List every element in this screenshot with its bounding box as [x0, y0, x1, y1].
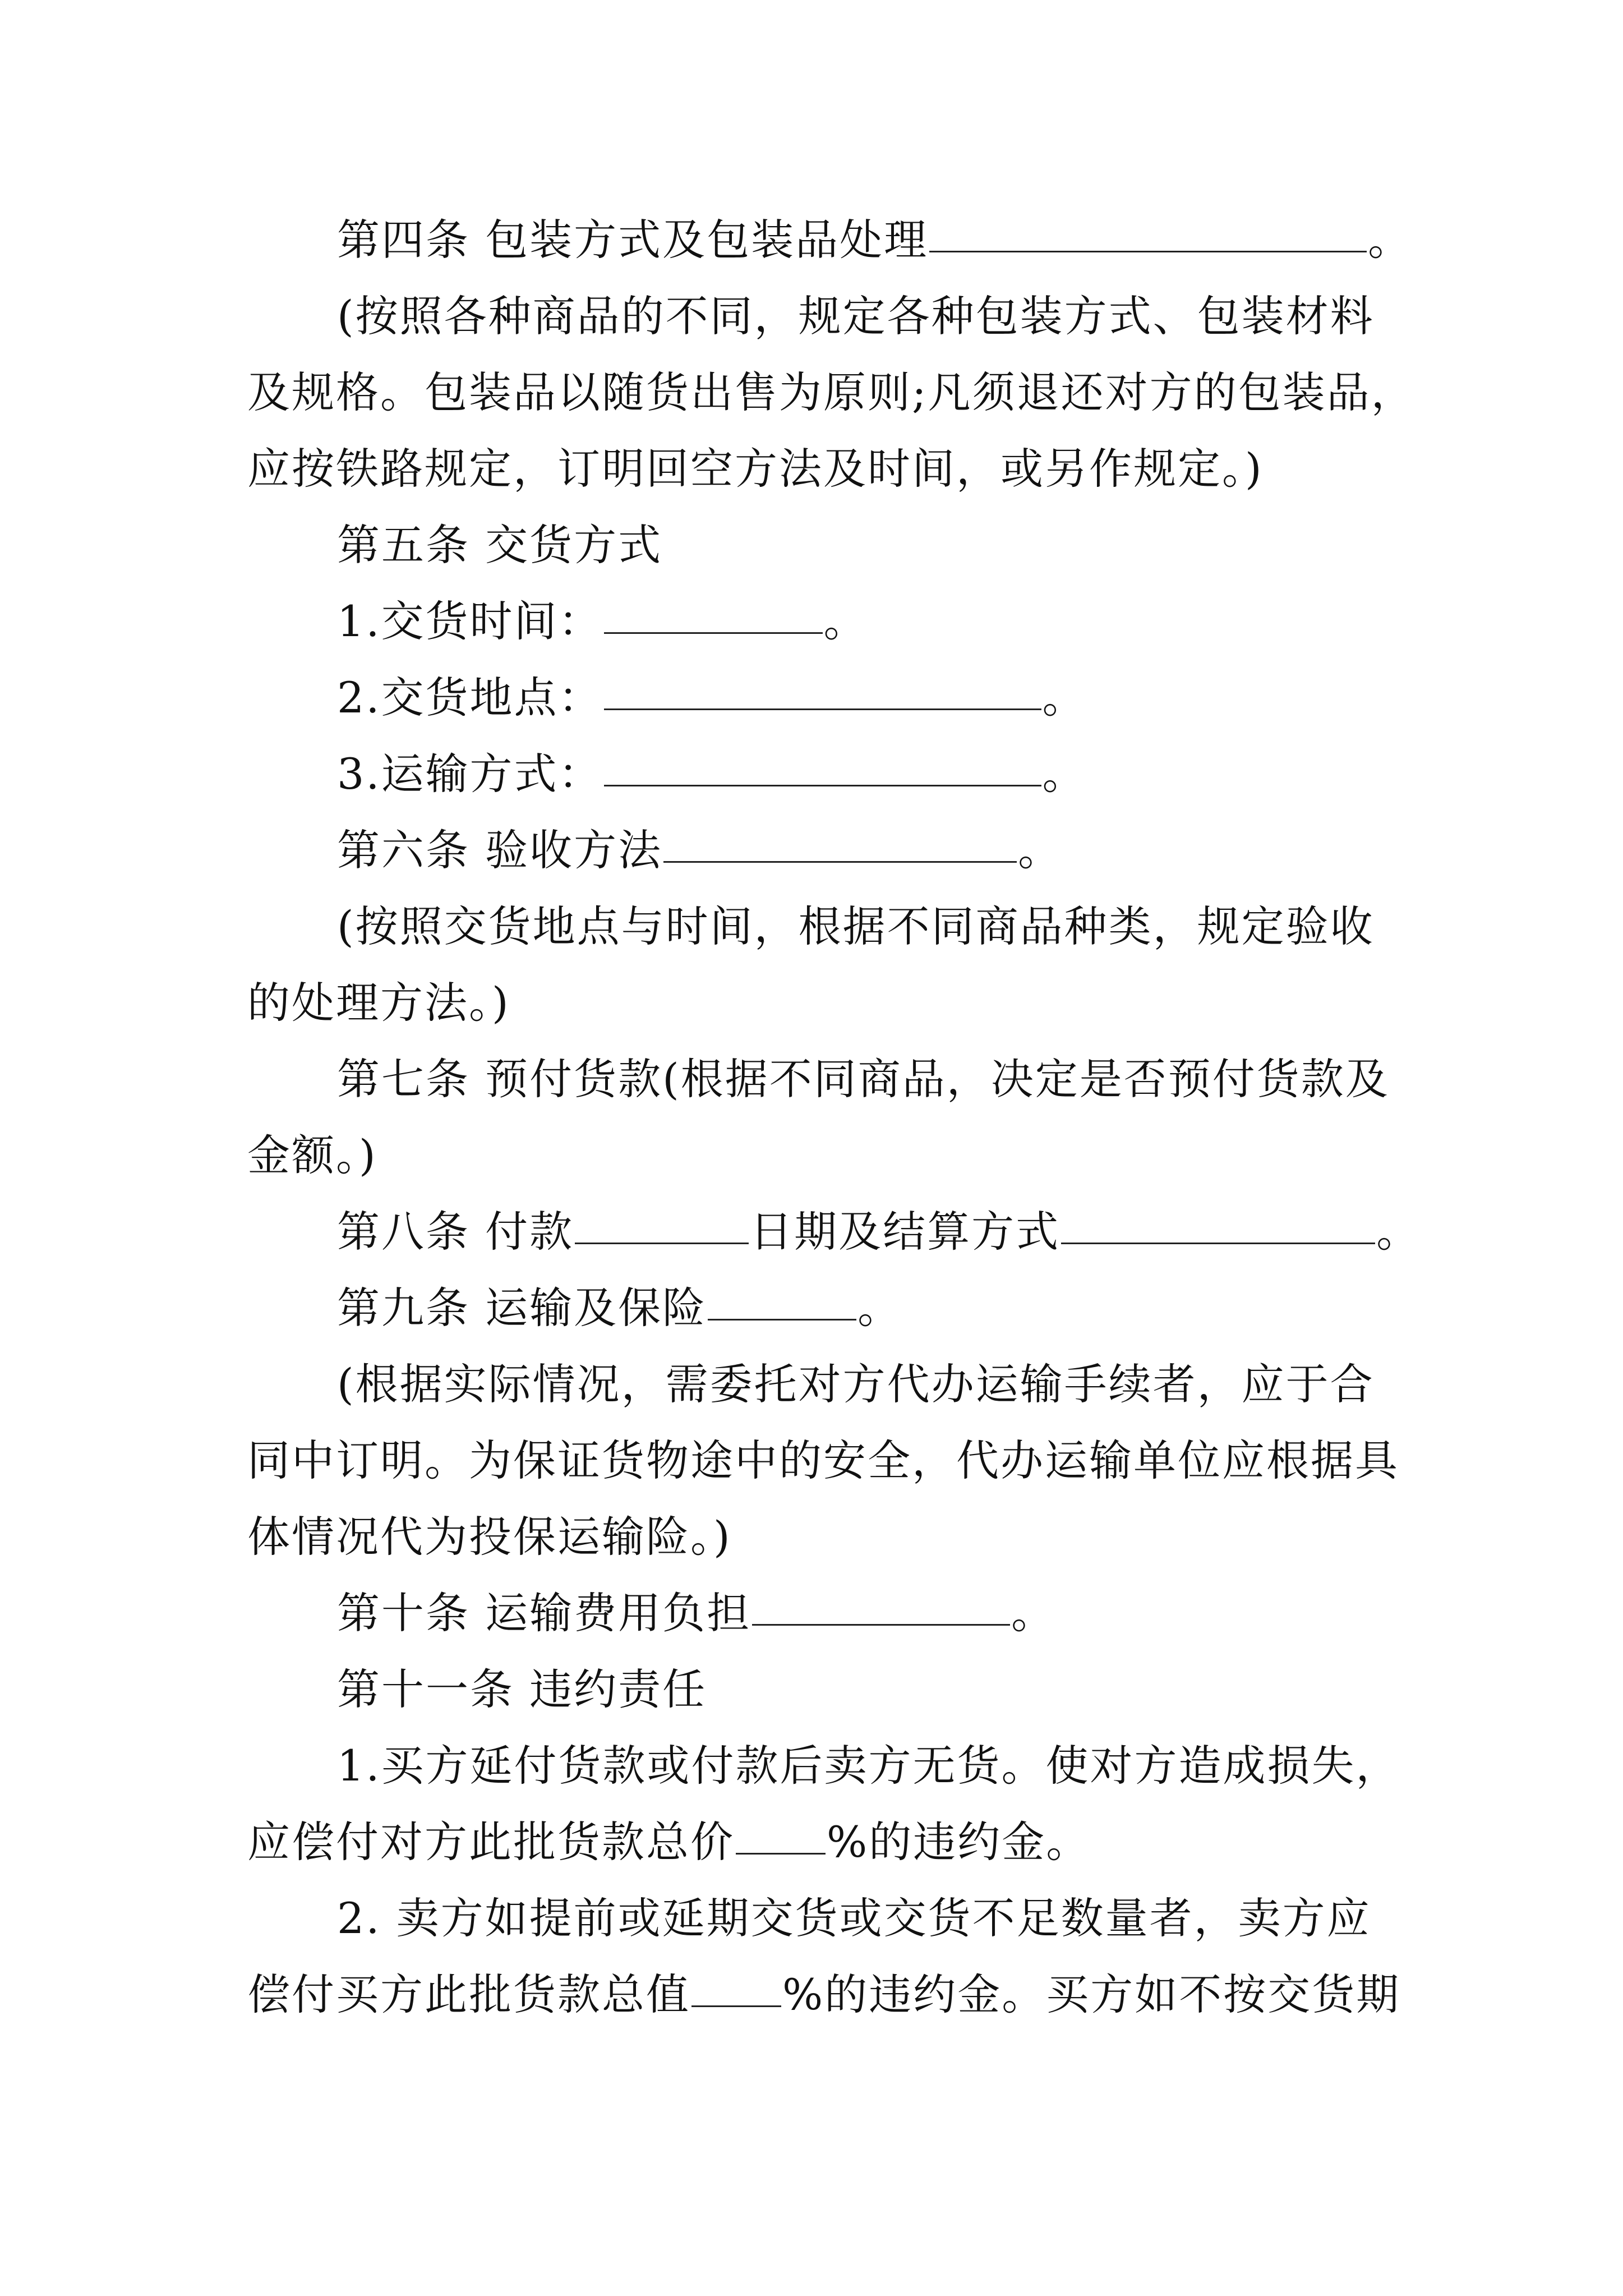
article-4-heading	[247, 202, 1413, 278]
article-9-note	[247, 1423, 1399, 1499]
delivery-place-label: 2.交货地点：	[337, 673, 603, 723]
article-11-title: 第十一条 违约责任	[337, 1664, 707, 1714]
clause-text: 2. 卖方如提前或延期交货或交货不足数量者，卖方应	[337, 1893, 1371, 1943]
delivery-place-line	[247, 660, 1391, 736]
article-5-heading	[247, 507, 1391, 583]
acceptance-method-blank[interactable]	[663, 822, 1017, 863]
delivery-time-blank[interactable]	[604, 593, 823, 634]
article-4-note	[247, 431, 1391, 507]
article-6-heading	[247, 812, 1391, 889]
article-11-item-2	[247, 1880, 1391, 1957]
article-9-note	[247, 1499, 1391, 1575]
period: 。	[1011, 1588, 1056, 1638]
period: 。	[857, 1283, 902, 1333]
article-11-heading	[247, 1651, 1391, 1728]
transport-method-blank[interactable]	[604, 746, 1041, 786]
period: 。	[1368, 215, 1413, 265]
article-4-note	[247, 278, 1391, 355]
delivery-time-label: 1.交货时间：	[337, 596, 603, 646]
article-11-item-1	[247, 1728, 1400, 1804]
period: 。	[1376, 1207, 1421, 1257]
article-7-text: 金额。)	[247, 1130, 377, 1180]
delivery-place-blank[interactable]	[604, 669, 1041, 710]
clause-text: %的违约金。	[827, 1817, 1091, 1867]
article-9-note	[247, 1346, 1391, 1423]
clause-text: 应偿付对方此批货款总价	[247, 1817, 735, 1867]
note-text: (按照交货地点与时间，根据不同商品种类，规定验收	[337, 901, 1375, 951]
insurance-blank[interactable]	[708, 1280, 856, 1320]
article-8-text: 日期及结算方式	[750, 1207, 1061, 1257]
period: 。	[823, 596, 868, 646]
article-10-heading	[247, 1575, 1391, 1651]
note-text: 体情况代为投保运输险。)	[247, 1512, 732, 1562]
note-text: 的处理方法。)	[247, 978, 510, 1028]
note-text: 同中订明。为保证货物途中的安全，代办运输单位应根据具	[247, 1435, 1399, 1485]
article-5-title: 第五条 交货方式	[337, 520, 663, 570]
note-text: (按照各种商品的不同，规定各种包装方式、包装材料	[337, 291, 1375, 341]
article-6-title: 第六条 验收方法	[337, 825, 663, 875]
note-text: 应按铁路规定，订明回空方法及时间，或另作规定。)	[247, 444, 1264, 494]
payment-blank[interactable]	[575, 1203, 749, 1244]
article-7-continued	[247, 1117, 1391, 1194]
contract-body	[247, 202, 1421, 2033]
clause-text: 1.买方延付货款或付款后卖方无货。使对方造成损失，	[337, 1741, 1400, 1791]
article-4-title: 第四条 包装方式及包装品处理	[337, 215, 929, 265]
period: 。	[1042, 673, 1087, 723]
article-6-note	[247, 889, 1391, 965]
article-10-title: 第十条 运输费用负担	[337, 1588, 751, 1638]
penalty-percent-blank[interactable]	[736, 1814, 826, 1855]
period: 。	[1018, 825, 1063, 875]
article-6-note	[247, 965, 1391, 1041]
article-4-note	[247, 355, 1415, 431]
penalty-percent-blank[interactable]	[691, 1966, 781, 2007]
article-9-heading	[247, 1270, 1391, 1346]
delivery-time-line	[247, 583, 1391, 660]
article-11-item-2	[247, 1957, 1401, 2033]
period: 。	[1042, 749, 1087, 799]
article-11-item-1	[247, 1804, 1391, 1880]
note-text: 及规格。包装品以随货出售为原则;凡须退还对方的包装品，	[247, 367, 1415, 417]
blank-field[interactable]	[929, 211, 1367, 252]
article-9-title: 第九条 运输及保险	[337, 1283, 707, 1333]
settlement-blank[interactable]	[1061, 1203, 1375, 1244]
article-7-text: 第七条 预付货款(根据不同商品，决定是否预付货款及	[337, 1054, 1390, 1104]
transport-method-label: 3.运输方式：	[337, 749, 603, 799]
clause-text: 偿付买方此批货款总值	[247, 1970, 690, 2019]
transport-fee-blank[interactable]	[752, 1585, 1010, 1626]
article-8-heading	[247, 1194, 1421, 1270]
note-text: (根据实际情况，需委托对方代办运输手续者，应于合	[337, 1359, 1375, 1409]
article-7-heading	[247, 1041, 1391, 1117]
article-8-title: 第八条 付款	[337, 1207, 574, 1257]
transport-method-line	[247, 736, 1391, 812]
clause-text: %的违约金。买方如不按交货期	[782, 1970, 1401, 2019]
